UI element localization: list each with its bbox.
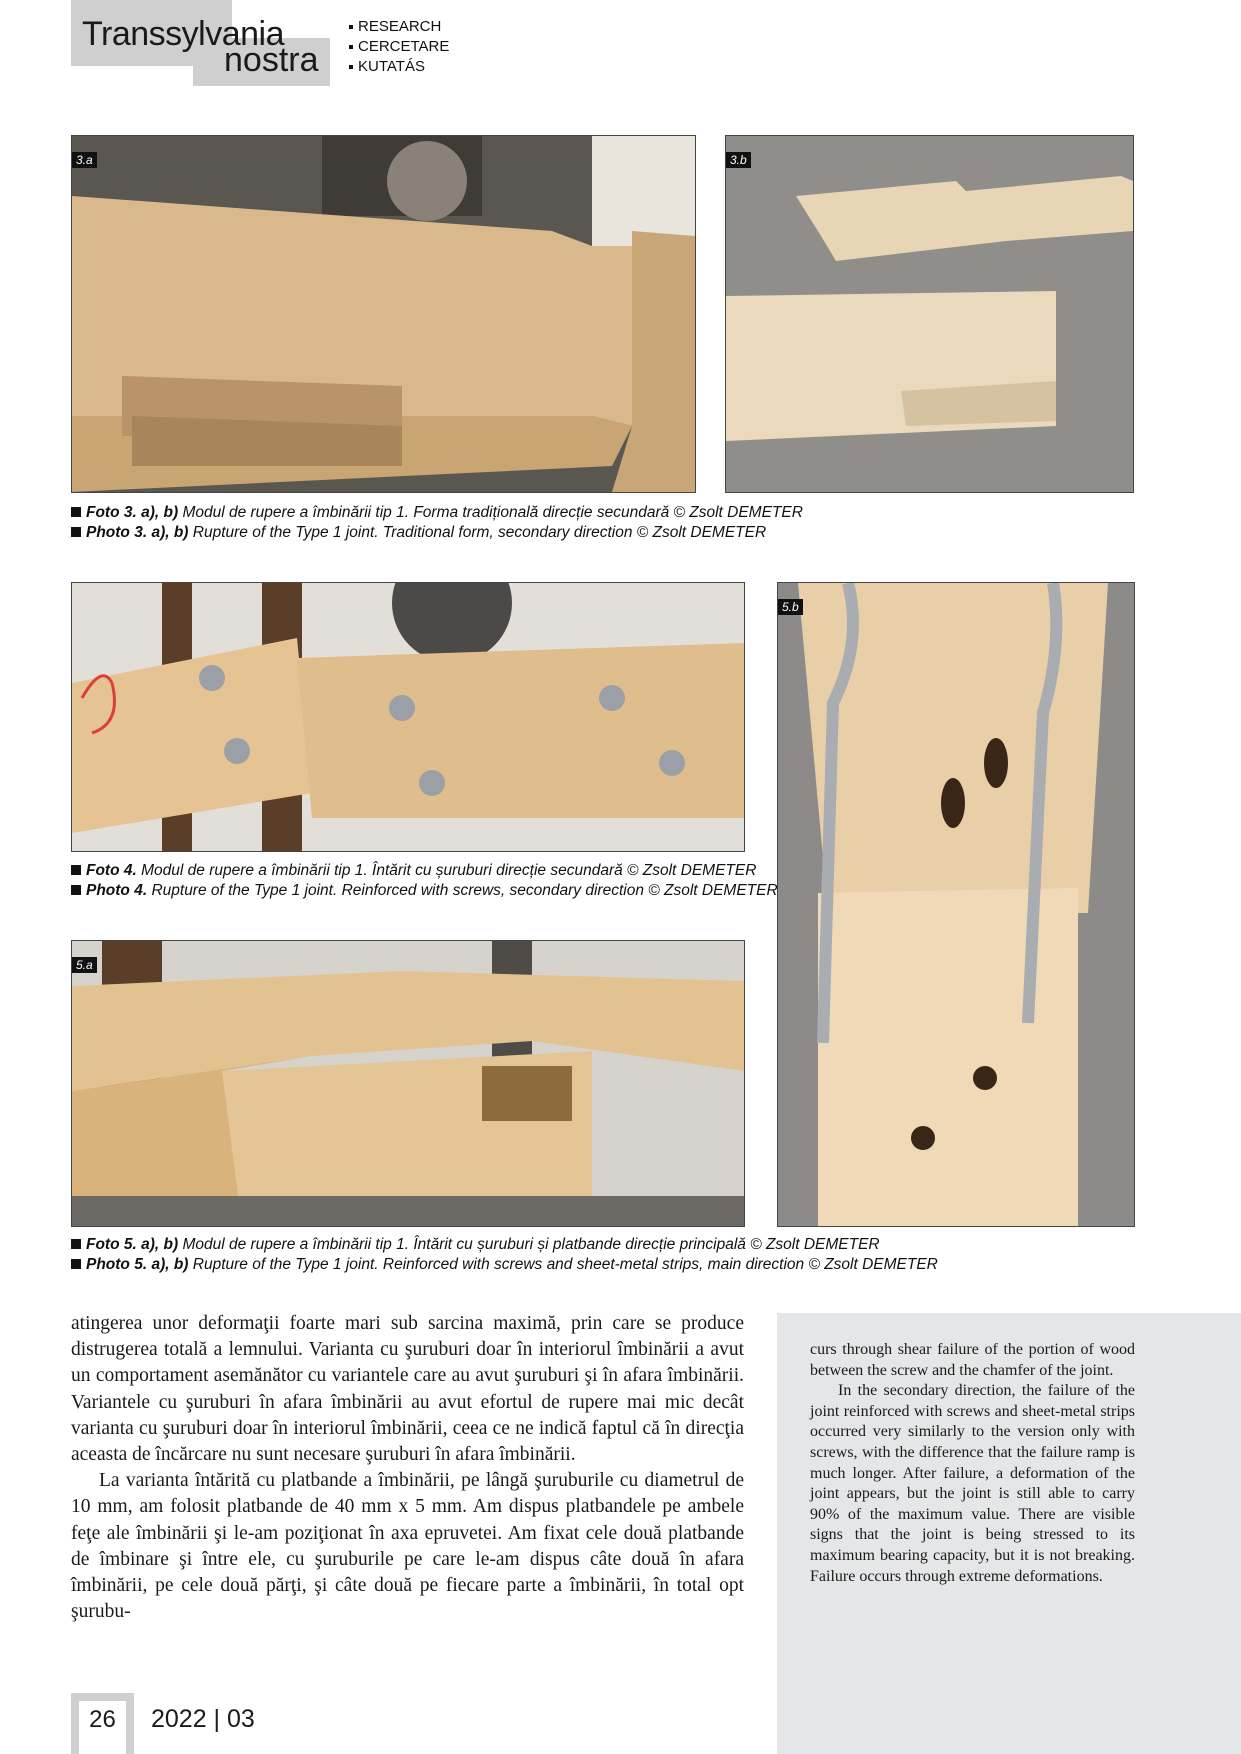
photo-5a-image bbox=[72, 941, 744, 1226]
caption-text: Modul de rupere a îmbinării tip 1. Întărit cu șuruburi direcție secundară © Zsolt DEMETER bbox=[136, 862, 757, 879]
section-list bbox=[349, 17, 449, 77]
bullet-square-icon bbox=[71, 865, 81, 875]
bullet-square-icon bbox=[71, 527, 81, 537]
paragraph: La varianta întărită cu platbande a îmbinării, pe lângă şuruburile cu diametrul de 10 mm, am folosit platbande de 40 mm x 5 mm. Am dispus platbandele pe ambele feţe ale îmbinării şi le-am poziţionat în axa epruvetei. Am fixat cele două platbande de îmbinare şi între ele, cu şuruburile pe care le-am dispus câte două în afara îmbinării, pe cele două părţi, şi câte două pe fiecare parte a îmbinării, în total opt şurubu- bbox=[71, 1470, 744, 1623]
caption-label: Photo 5. a), b) bbox=[86, 1256, 189, 1273]
bullet-square-icon bbox=[71, 885, 81, 895]
caption-photo-4 bbox=[71, 861, 778, 901]
photo-4-image bbox=[72, 583, 744, 851]
caption-en bbox=[71, 1255, 938, 1275]
paragraph: atingerea unor deformaţii foarte mari sub sarcina maximă, prin care se produce distrugerea totală a lemnului. Varianta cu şuruburi doar în interiorul îmbinării a avut un comportament asemănător cu variantele care au avut şuruburi şi în afara îmbinării. Variantele cu şuruburi în afara îmbinării au avut efortul de rupere mai mic decât varianta cu şuruburi doar în interiorul îmbinării, ceea ce ne indică faptul că în direcţia aceasta de încărcare nu sunt necesare şuruburi în afara îmbinării. bbox=[71, 1313, 744, 1466]
photo-3a bbox=[71, 135, 696, 493]
photo-tag: 5.a bbox=[72, 957, 97, 973]
caption-en bbox=[71, 523, 803, 543]
bullet-square-icon bbox=[71, 507, 81, 517]
photo-5a bbox=[71, 940, 745, 1227]
caption-text: Rupture of the Type 1 joint. Reinforced with screws, secondary direction © Zsolt DEMETER bbox=[147, 882, 778, 899]
paragraph: curs through shear failure of the portion of wood between the screw and the chamfer of the joint. bbox=[810, 1341, 1135, 1379]
photo-5b bbox=[777, 582, 1135, 1227]
caption-label: Photo 3. a), b) bbox=[86, 524, 189, 541]
photo-4 bbox=[71, 582, 745, 852]
caption-label: Photo 4. bbox=[86, 882, 148, 899]
section-research: RESEARCH bbox=[349, 17, 449, 37]
caption-photo-5 bbox=[71, 1235, 938, 1275]
caption-text: Rupture of the Type 1 joint. Reinforced with screws and sheet-metal strips, main direction © Zsolt DEMETER bbox=[188, 1256, 938, 1273]
caption-label: Foto 5. a), b) bbox=[86, 1236, 179, 1253]
logo-subtitle: nostra bbox=[224, 41, 319, 79]
caption-label: Foto 3. a), b) bbox=[86, 504, 179, 521]
caption-en bbox=[71, 881, 778, 901]
photo-tag: 5.b bbox=[778, 599, 803, 615]
photo-3b-image bbox=[726, 136, 1133, 492]
caption-text: Rupture of the Type 1 joint. Traditional form, secondary direction © Zsolt DEMETER bbox=[188, 524, 767, 541]
photo-tag: 3.a bbox=[72, 152, 97, 168]
photo-tag: 3.b bbox=[726, 152, 751, 168]
page-number: 26 bbox=[89, 1706, 116, 1733]
caption-label: Foto 4. bbox=[86, 862, 137, 879]
body-text-english bbox=[810, 1340, 1135, 1587]
logo-title: Transsylvania bbox=[82, 15, 284, 53]
section-cercetare: CERCETARE bbox=[349, 37, 449, 57]
caption-ro bbox=[71, 861, 778, 881]
bullet-square-icon bbox=[71, 1239, 81, 1249]
caption-ro bbox=[71, 1235, 938, 1255]
paragraph: In the secondary direction, the failure of the joint reinforced with screws and sheet-metal strips occurred very similarly to the version only with screws, with the difference that the failure ramp is much longer. After failure, a deformation of the joint appears, but the joint is still able to carry 90% of the maximum value. There are visible signs that the joint is being stressed to its maximum bearing capacity, but it is not breaking. Failure occurs through extreme deformations. bbox=[810, 1382, 1135, 1585]
caption-text: Modul de rupere a îmbinării tip 1. Forma tradițională direcție secundară © Zsolt DEMETER bbox=[178, 504, 803, 521]
body-text-romanian bbox=[71, 1311, 744, 1625]
photo-5b-image bbox=[778, 583, 1134, 1226]
photo-3a-image bbox=[72, 136, 695, 492]
issue-number: 2022 | 03 bbox=[151, 1705, 255, 1733]
section-kutatas: KUTATÁS bbox=[349, 57, 449, 77]
photo-3b bbox=[725, 135, 1134, 493]
caption-ro bbox=[71, 503, 803, 523]
bullet-square-icon bbox=[71, 1259, 81, 1269]
caption-photo-3 bbox=[71, 503, 803, 543]
caption-text: Modul de rupere a îmbinării tip 1. Întărit cu șuruburi și platbande direcție principală © Zsolt DEMETER bbox=[178, 1236, 880, 1253]
